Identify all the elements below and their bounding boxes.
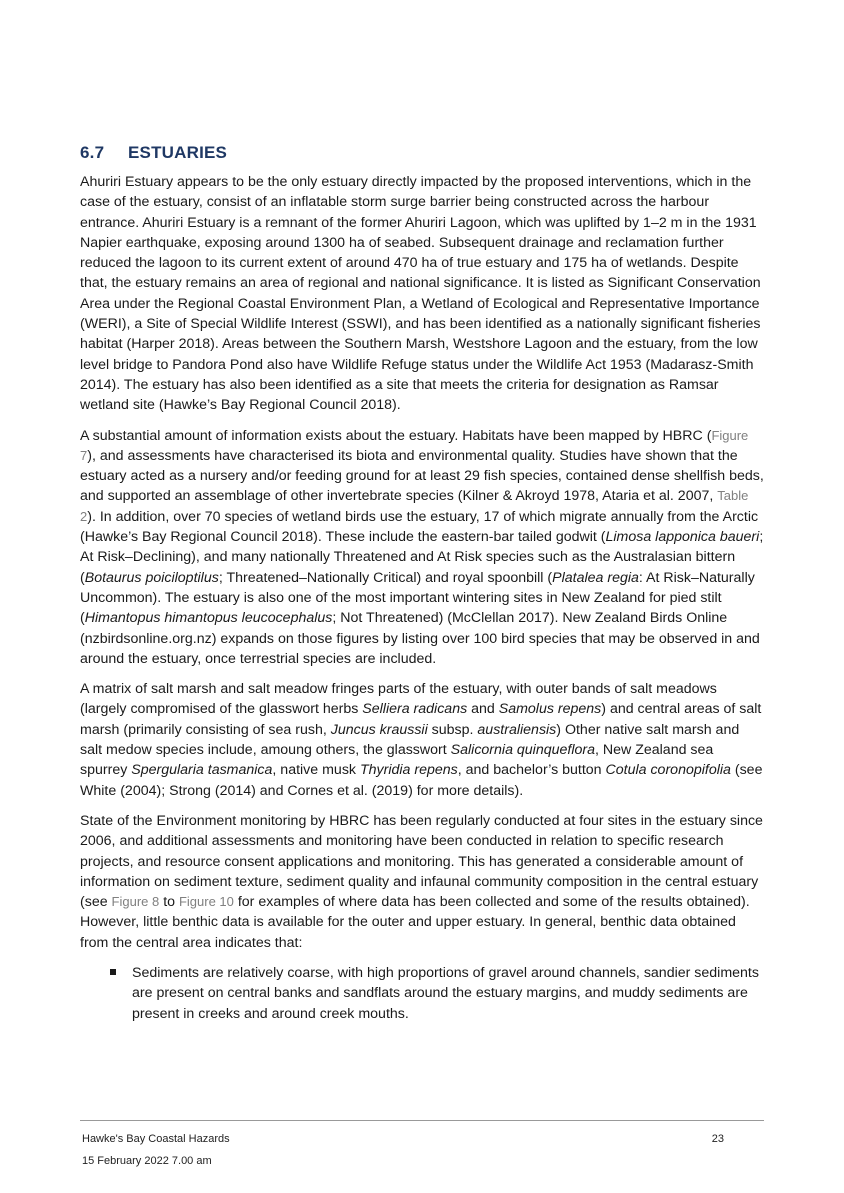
species-name: Salicornia quinqueflora [450, 742, 595, 759]
text-run: Ahuriri Estuary appears to be the only estuary directly impacted by the proposed interventions, which in the case of the estuary, consist of an inflatable storm surge barrier being constructed across the harbour entrance. Ahuriri Estuary is a remnant of the former Ahuriri Lagoon, which was uplifted by 1–2 m in the 1931 Napier earthquake, exposing around 1300 ha of seabed. Subsequent drainage and reclamation further reduced the lagoon to its current extent of around 470 ha of true estuary and 175 ha of wetlands. Despite that, the estuary remains an area of regional and national significance. It is listed as Significant Conservation Area under the Regional Coastal Environment Plan, a Wetland of Ecological and Representative Importance (WERI), a Site of Special Wildlife Interest (SSWI), and has been identified as a nationally significant fisheries habitat (Harper 2018). Areas between the Southern Marsh, Westshore Lagoon and the estuary, from the low level bridge to Pandora Pond also have Wildlife Refuge status under the Wildlife Act 1953 (Madarasz-Smith 2014). The estuary has also been identified as a site that meets the criteria for designation as Ramsar wetland site (Hawke’s Bay Regional Council 2018). [80, 174, 761, 414]
paragraph-3 [80, 679, 764, 801]
section-title: ESTUARIES [128, 143, 228, 162]
text-run: to [159, 894, 179, 911]
text-run: State of the Environment monitoring by HBRC has been regularly conducted at four sites in the estuary since 2006, and additional assessments and monitoring have been conducted in relation to specific research projects, and resource consent applications and monitoring. This has generated a considerable amount of information on sediment texture, sediment quality and infaunal community composition in the central estuary (see [80, 812, 763, 911]
cross-reference-link[interactable]: Figure 8 [111, 894, 160, 910]
species-name: Juncus kraussii [330, 721, 428, 738]
species-name: Samolus repens [498, 701, 602, 718]
paragraph-4 [80, 811, 764, 953]
bullet-item [80, 963, 764, 1024]
species-name: Botaurus poiciloptilus [84, 569, 219, 586]
species-name: Platalea regia [552, 569, 639, 586]
text-run: A substantial amount of information exists about the estuary. Habitats have been mapped by HBRC ( [80, 427, 712, 444]
cross-reference-link[interactable]: Table 2 [80, 488, 749, 524]
page-footer [82, 1128, 724, 1172]
square-bullet-icon [110, 969, 116, 975]
footer-divider [80, 1120, 764, 1121]
text-run: , and bachelor’s button [457, 762, 606, 779]
section-number: 6.7 [80, 143, 105, 162]
cross-reference-link[interactable]: Figure 7 [80, 427, 749, 463]
species-name: Limosa lapponica baueri [605, 529, 760, 546]
text-run: for examples of where data has been collected and some of the results obtained). However, little benthic data is available for the outer and upper estuary. In general, benthic data obtained from the central area indicates that: [80, 894, 750, 951]
text-run: ) Other native salt marsh and salt medow species include, amoung others, the glasswort [80, 721, 740, 759]
species-name: Cotula coronopifolia [605, 762, 731, 779]
page-number: 23 [711, 1133, 724, 1145]
species-name: australiensis [477, 721, 557, 738]
bullet-text: Sediments are relatively coarse, with high proportions of gravel around channels, sandier sediments are present on central banks and sandflats around the estuary margins, and muddy sediments are present in creeks and around creek mouths. [132, 964, 759, 1022]
text-run: A matrix of salt marsh and salt meadow fringes parts of the estuary, with outer bands of salt meadows (largely compromised of the glasswort herbs [80, 681, 717, 718]
paragraph-2 [80, 426, 764, 670]
species-name: Thyridia repens [359, 762, 458, 779]
body-text [80, 172, 764, 1024]
text-run: ; At Risk–Declining), and many nationally Threatened and At Risk species such as the Australasian bittern ( [80, 529, 764, 586]
species-name: Himantopus himantopus leucocephalus [84, 610, 333, 627]
text-run: : At Risk–Naturally Uncommon). The estuary is also one of the most important wintering sites in New Zealand for pied stilt ( [80, 569, 755, 627]
text-run: ). In addition, over 70 species of wetland birds use the estuary, 17 of which migrate annually from the Arctic (Hawke’s Bay Regional Council 2018). These include the eastern-bar tailed godwit ( [80, 508, 759, 546]
bullet-list [80, 963, 764, 1024]
text-run: ; Threatened–Nationally Critical) and royal spoonbill ( [218, 569, 553, 586]
text-run: and [467, 701, 499, 718]
text-run: , native musk [272, 762, 360, 779]
text-run: ), and assessments have characterised its biota and environmental quality. Studies have shown that the estuary acted as a nursery and/or feeding ground for at least 29 fish species, contained dense shellfish beds, and supported an assemblage of other invertebrate species (Kilner & Akroyd 1978, Ataria et al. 2007, [80, 447, 764, 505]
section-heading [80, 143, 227, 163]
text-run: (see White (2004); Strong (2014) and Cornes et al. (2019) for more details). [80, 762, 763, 799]
paragraph-1 [80, 172, 764, 416]
text-run: subsp. [427, 721, 478, 738]
footer-date: 15 February 2022 7.00 am [82, 1155, 212, 1167]
text-run: ) and central areas of salt marsh (primarily consisting of sea rush, [80, 701, 762, 738]
text-run: , New Zealand sea spurrey [80, 742, 714, 779]
species-name: Selliera radicans [362, 701, 468, 718]
footer-document-title: Hawke's Bay Coastal Hazards [82, 1133, 230, 1145]
cross-reference-link[interactable]: Figure 10 [178, 894, 234, 910]
species-name: Spergularia tasmanica [131, 762, 273, 779]
text-run: ; Not Threatened) (McClellan 2017). New Zealand Birds Online (nzbirdsonline.org.nz) expands on those figures by listing over 100 bird species that may be observed in and around the estuary, once terrestrial species are included. [80, 610, 760, 667]
